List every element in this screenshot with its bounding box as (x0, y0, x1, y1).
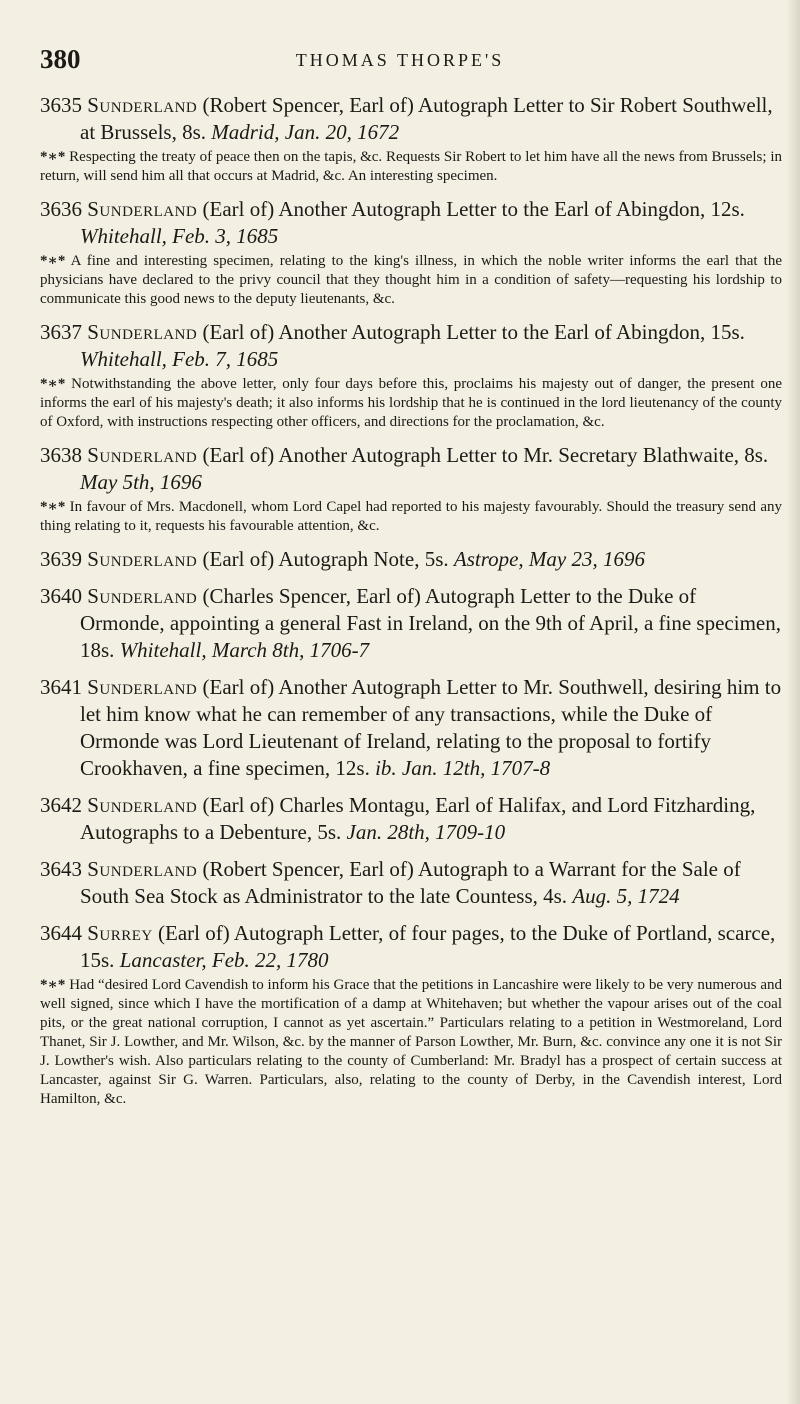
lot-number: 3643 (40, 857, 82, 881)
lot-line (40, 856, 782, 910)
catalogue-entry (40, 792, 782, 846)
note-marker: *∗* (40, 977, 66, 993)
lot-name: Sunderland (87, 197, 198, 221)
note-text: Notwithstanding the above letter, only four days before this, proclaims his majesty out of danger, the present one informs the earl of his majesty's death; it also informs his lordship that he is continued in the lord lieutenancy of the county of Oxford, with instructions respecting other officers, and directions for the proclamation, &c. (40, 376, 782, 430)
page-edge-shadow (786, 0, 800, 1404)
note-marker: *∗* (40, 253, 66, 269)
lot-description: (Robert Spencer, Earl of) Autograph to a Warrant for the Sale of South Sea Stock as Administrator to the late Countess, 4s. (80, 857, 741, 908)
lot-name: Sunderland (87, 320, 198, 344)
catalogue-entry (40, 546, 782, 573)
lot-place-date: May 5th, 1696 (80, 470, 202, 494)
catalogue-entry (40, 920, 782, 1109)
lot-name: Sunderland (87, 584, 198, 608)
lot-number: 3638 (40, 443, 82, 467)
lot-line (40, 92, 782, 146)
lot-line (40, 546, 782, 573)
lot-description: (Earl of) Another Autograph Letter to Mr. Southwell, desiring him to let him know what he can remember of any transactions, while the Duke of Ormonde was Lord Lieutenant of Ireland, relating to the proposal to fortify Crookhaven, a fine specimen, 12s. (80, 675, 782, 780)
lot-description: (Earl of) Another Autograph Letter to Mr. Secretary Blathwaite, 8s. (202, 443, 769, 467)
lot-place-date: ib. Jan. 12th, 1707-8 (375, 756, 551, 780)
catalogue-entry (40, 856, 782, 910)
lot-line (40, 674, 782, 782)
lot-place-date: Whitehall, Feb. 7, 1685 (80, 347, 279, 371)
lot-line (40, 920, 782, 974)
page-number: 380 (40, 44, 81, 74)
lot-number: 3637 (40, 320, 82, 344)
lot-name: Surrey (87, 921, 153, 945)
note-text: Respecting the treaty of peace then on the tapis, &c. Requests Sir Robert to let him have all the news from Brussels; in return, will send him all that occurs at Madrid, &c. An interesting specimen. (40, 149, 782, 184)
page-header (40, 44, 760, 78)
note-marker: *∗* (40, 149, 66, 165)
lot-place-date: Aug. 5, 1724 (572, 884, 680, 908)
lot-line (40, 196, 782, 250)
lot-description: (Earl of) Charles Montagu, Earl of Halifax, and Lord Fitzharding, Autographs to a Debenture, 5s. (80, 793, 756, 844)
lot-description: (Charles Spencer, Earl of) Autograph Letter to the Duke of Ormonde, appointing a general Fast in Ireland, on the 9th of April, a fine specimen, 18s. (80, 584, 781, 662)
lot-description: (Earl of) Another Autograph Letter to the Earl of Abingdon, 12s. (202, 197, 745, 221)
note-marker: *∗* (40, 499, 66, 515)
lot-number: 3635 (40, 93, 82, 117)
note-text: A fine and interesting specimen, relating to the king's illness, in which the noble writer informs the earl that the physicians have declared to the privy council that they thought him in a condition of safety—requesting his lordship to communicate this good news to the deputy lieutenants, &c. (40, 253, 782, 307)
running-head: THOMAS THORPE'S (295, 50, 505, 70)
catalogue-entry (40, 674, 782, 782)
lot-description: (Earl of) Autograph Letter, of four pages, to the Duke of Portland, scarce, 15s. (80, 921, 776, 972)
lot-name: Sunderland (87, 547, 198, 571)
lot-note (40, 375, 782, 432)
lot-number: 3641 (40, 675, 82, 699)
lot-number: 3642 (40, 793, 82, 817)
lot-description: (Earl of) Autograph Note, 5s. (202, 547, 449, 571)
lot-line (40, 583, 782, 664)
lot-name: Sunderland (87, 857, 198, 881)
catalogue-entry (40, 196, 782, 309)
note-text: Had “desired Lord Cavendish to inform his Grace that the petitions in Lancashire were likely to be very numerous and well signed, since which I have the mortification of a damp at Whitehaven; but whether the vapour arises out of the coal pits, or the great national corruption, I cannot as yet ascertain.” Particulars relating to a petition in Westmoreland, Lord Thanet, Sir J. Lowther, and Mr. Wilson, &c. by the manner of Parson Lowther, Mr. Burn, &c. convince any one it is not Sir J. Lowther's wish. Also particulars relating to the county of Cumberland: Mr. Bradyl has a prospect of certain success at Lancaster, against Sir G. Warren. Particulars, also, relating to the county of Derby, in the Cavendish interest, Lord Hamilton, &c. (40, 977, 782, 1107)
lot-place-date: Jan. 28th, 1709-10 (346, 820, 506, 844)
lot-number: 3644 (40, 921, 82, 945)
lot-number: 3639 (40, 547, 82, 571)
lot-place-date: Madrid, Jan. 20, 1672 (211, 120, 400, 144)
catalogue-entry (40, 319, 782, 432)
note-text: In favour of Mrs. Macdonell, whom Lord Capel had reported to his majesty favourably. Should the treasury send any thing relating to it, requests his favourable attention, &c. (40, 499, 783, 534)
lot-place-date: Whitehall, Feb. 3, 1685 (80, 224, 279, 248)
catalogue-entry (40, 92, 782, 186)
lot-note (40, 252, 782, 309)
lot-place-date: Astrope, May 23, 1696 (453, 547, 645, 571)
catalogue-entry (40, 583, 782, 664)
lot-name: Sunderland (87, 675, 198, 699)
lot-description: (Robert Spencer, Earl of) Autograph Letter to Sir Robert Southwell, at Brussels, 8s. (80, 93, 773, 144)
note-marker: *∗* (40, 376, 66, 392)
lot-line (40, 792, 782, 846)
catalogue-entry (40, 442, 782, 536)
lot-number: 3636 (40, 197, 82, 221)
catalogue-entries (40, 92, 782, 1119)
lot-line (40, 442, 782, 496)
lot-description: (Earl of) Another Autograph Letter to the Earl of Abingdon, 15s. (202, 320, 745, 344)
lot-note (40, 976, 782, 1109)
lot-name: Sunderland (87, 93, 198, 117)
lot-name: Sunderland (87, 443, 198, 467)
lot-name: Sunderland (87, 793, 198, 817)
lot-place-date: Lancaster, Feb. 22, 1780 (119, 948, 329, 972)
lot-line (40, 319, 782, 373)
lot-place-date: Whitehall, March 8th, 1706-7 (119, 638, 370, 662)
lot-note (40, 148, 782, 186)
lot-number: 3640 (40, 584, 82, 608)
lot-note (40, 498, 782, 536)
